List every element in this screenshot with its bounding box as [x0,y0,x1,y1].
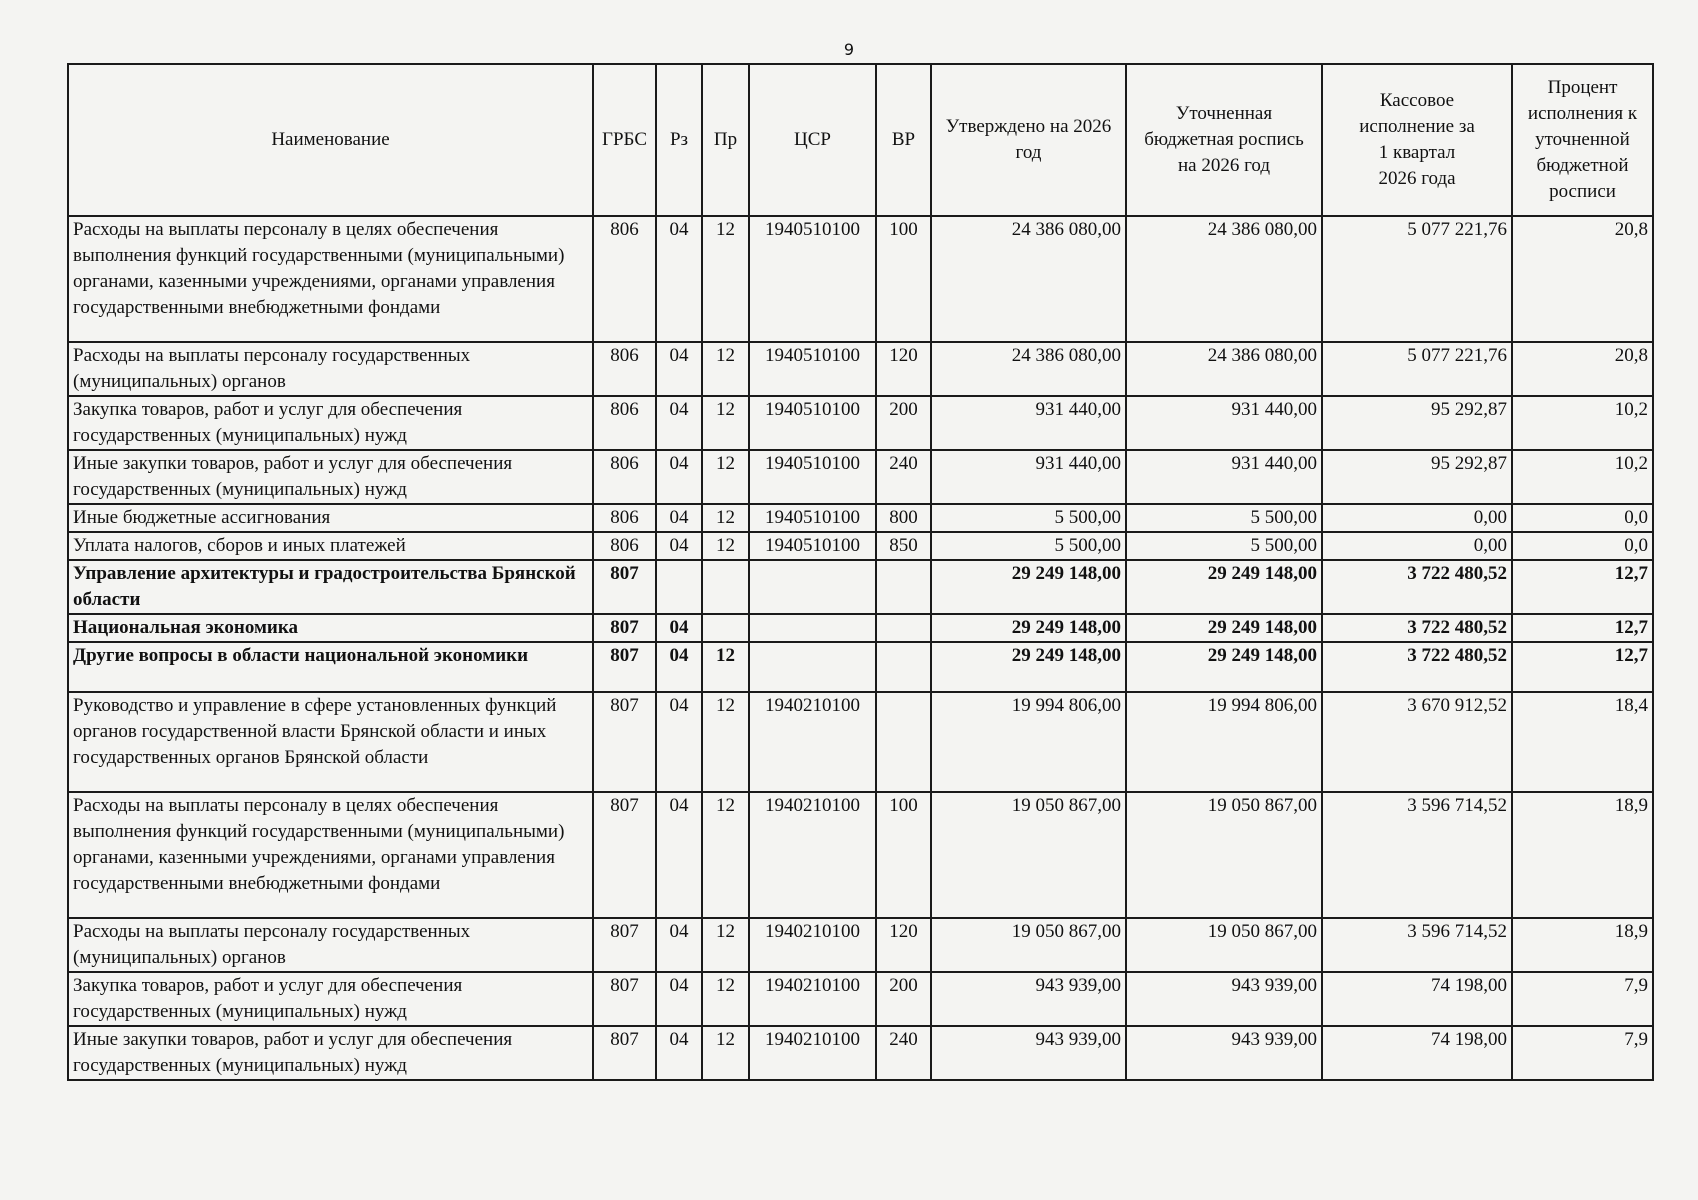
page-number: 9 [843,40,855,59]
header-rz: Рз [656,64,702,216]
cell-csr [749,614,876,642]
cell-pr: 12 [702,216,749,342]
cell-name: Руководство и управление в сфере установленных функций органов государственной власти Брянской области и иных государственных органов Брянской области [68,692,593,792]
cell-cash: 5 077 221,76 [1322,342,1512,396]
cell-name: Закупка товаров, работ и услуг для обеспечения государственных (муниципальных) нужд [68,396,593,450]
cell-csr: 1940210100 [749,918,876,972]
cell-rz: 04 [656,1026,702,1080]
budget-execution-table [67,63,1654,1081]
cell-vr: 200 [876,972,931,1026]
cell-approved: 943 939,00 [931,1026,1126,1080]
cell-refined: 5 500,00 [1126,532,1322,560]
header-approved: Утверждено на 2026 год [931,64,1126,216]
cell-name: Расходы на выплаты персоналу в целях обеспечения выполнения функций государственными (муниципальными) органами, казенными учреждениями, органами управления государственными внебюджетными фондами [68,216,593,342]
cell-csr: 1940210100 [749,692,876,792]
cell-name: Управление архитектуры и градостроительства Брянской области [68,560,593,614]
cell-refined: 19 050 867,00 [1126,918,1322,972]
cell-cash: 3 722 480,52 [1322,642,1512,692]
cell-approved: 29 249 148,00 [931,560,1126,614]
cell-cash: 0,00 [1322,532,1512,560]
cell-approved: 931 440,00 [931,450,1126,504]
cell-approved: 29 249 148,00 [931,642,1126,692]
cell-vr [876,692,931,792]
cell-cash: 3 722 480,52 [1322,560,1512,614]
cell-approved: 5 500,00 [931,504,1126,532]
cell-refined: 943 939,00 [1126,1026,1322,1080]
cell-rz: 04 [656,532,702,560]
header-cash: Кассовое исполнение за 1 квартал 2026 года [1322,64,1512,216]
cell-vr: 120 [876,342,931,396]
cell-grbs: 807 [593,642,656,692]
cell-grbs: 806 [593,216,656,342]
cell-pr: 12 [702,972,749,1026]
cell-rz [656,560,702,614]
cell-refined: 29 249 148,00 [1126,560,1322,614]
cell-percent: 7,9 [1512,972,1653,1026]
cell-refined: 931 440,00 [1126,396,1322,450]
cell-cash: 3 596 714,52 [1322,792,1512,918]
cell-pr: 12 [702,692,749,792]
table-row [68,396,1653,450]
table-header-row [68,64,1653,216]
cell-percent: 10,2 [1512,450,1653,504]
cell-vr: 240 [876,450,931,504]
cell-percent: 12,7 [1512,614,1653,642]
cell-percent: 18,9 [1512,792,1653,918]
cell-name: Иные бюджетные ассигнования [68,504,593,532]
table-row [68,918,1653,972]
cell-vr: 240 [876,1026,931,1080]
cell-csr: 1940210100 [749,1026,876,1080]
cell-percent: 12,7 [1512,560,1653,614]
cell-vr: 120 [876,918,931,972]
cell-cash: 74 198,00 [1322,972,1512,1026]
cell-name: Иные закупки товаров, работ и услуг для обеспечения государственных (муниципальных) нужд [68,1026,593,1080]
cell-vr: 800 [876,504,931,532]
cell-vr: 100 [876,792,931,918]
cell-approved: 24 386 080,00 [931,342,1126,396]
cell-csr: 1940210100 [749,972,876,1026]
table-row [68,216,1653,342]
table-row [68,532,1653,560]
cell-approved: 19 050 867,00 [931,792,1126,918]
cell-pr [702,614,749,642]
cell-approved: 5 500,00 [931,532,1126,560]
cell-refined: 19 994 806,00 [1126,692,1322,792]
table-row [68,560,1653,614]
table-row [68,342,1653,396]
cell-percent: 20,8 [1512,342,1653,396]
cell-refined: 943 939,00 [1126,972,1322,1026]
cell-rz: 04 [656,792,702,918]
cell-approved: 24 386 080,00 [931,216,1126,342]
cell-csr: 1940510100 [749,396,876,450]
header-grbs: ГРБС [593,64,656,216]
cell-rz: 04 [656,450,702,504]
cell-pr: 12 [702,1026,749,1080]
cell-pr: 12 [702,342,749,396]
cell-grbs: 807 [593,792,656,918]
cell-rz: 04 [656,614,702,642]
cell-refined: 931 440,00 [1126,450,1322,504]
cell-grbs: 807 [593,918,656,972]
table-row [68,792,1653,918]
header-pr: Пр [702,64,749,216]
table-row [68,692,1653,792]
cell-rz: 04 [656,972,702,1026]
cell-refined: 24 386 080,00 [1126,216,1322,342]
cell-pr [702,560,749,614]
cell-refined: 29 249 148,00 [1126,614,1322,642]
cell-approved: 19 994 806,00 [931,692,1126,792]
cell-percent: 20,8 [1512,216,1653,342]
cell-name: Расходы на выплаты персоналу государственных (муниципальных) органов [68,342,593,396]
cell-refined: 5 500,00 [1126,504,1322,532]
cell-grbs: 806 [593,450,656,504]
cell-rz: 04 [656,342,702,396]
table-row [68,450,1653,504]
cell-cash: 74 198,00 [1322,1026,1512,1080]
table-row [68,1026,1653,1080]
cell-rz: 04 [656,504,702,532]
cell-csr: 1940510100 [749,532,876,560]
cell-approved: 29 249 148,00 [931,614,1126,642]
header-percent: Процент исполнения к уточненной бюджетной росписи [1512,64,1653,216]
cell-approved: 931 440,00 [931,396,1126,450]
cell-grbs: 806 [593,342,656,396]
cell-pr: 12 [702,532,749,560]
cell-rz: 04 [656,692,702,792]
cell-grbs: 807 [593,972,656,1026]
cell-percent: 0,0 [1512,504,1653,532]
cell-vr: 850 [876,532,931,560]
cell-percent: 0,0 [1512,532,1653,560]
cell-cash: 95 292,87 [1322,450,1512,504]
cell-name: Расходы на выплаты персоналу в целях обеспечения выполнения функций государственными (муниципальными) органами, казенными учреждениями, органами управления государственными внебюджетными фондами [68,792,593,918]
cell-csr: 1940510100 [749,216,876,342]
cell-grbs: 807 [593,560,656,614]
cell-pr: 12 [702,450,749,504]
cell-approved: 19 050 867,00 [931,918,1126,972]
cell-name: Иные закупки товаров, работ и услуг для обеспечения государственных (муниципальных) нужд [68,450,593,504]
cell-refined: 19 050 867,00 [1126,792,1322,918]
cell-grbs: 806 [593,504,656,532]
cell-csr: 1940510100 [749,504,876,532]
table-row [68,504,1653,532]
header-refined: Уточненная бюджетная роспись на 2026 год [1126,64,1322,216]
cell-rz: 04 [656,642,702,692]
cell-cash: 3 670 912,52 [1322,692,1512,792]
cell-csr: 1940510100 [749,450,876,504]
cell-name: Уплата налогов, сборов и иных платежей [68,532,593,560]
header-vr: ВР [876,64,931,216]
table-row [68,972,1653,1026]
cell-pr: 12 [702,642,749,692]
cell-percent: 7,9 [1512,1026,1653,1080]
cell-csr [749,642,876,692]
cell-vr [876,642,931,692]
cell-pr: 12 [702,504,749,532]
table-row [68,614,1653,642]
cell-vr [876,614,931,642]
cell-cash: 3 722 480,52 [1322,614,1512,642]
table-row [68,642,1653,692]
cell-percent: 18,9 [1512,918,1653,972]
header-csr: ЦСР [749,64,876,216]
cell-pr: 12 [702,918,749,972]
cell-name: Расходы на выплаты персоналу государственных (муниципальных) органов [68,918,593,972]
cell-cash: 5 077 221,76 [1322,216,1512,342]
cell-csr [749,560,876,614]
cell-vr: 100 [876,216,931,342]
header-name: Наименование [68,64,593,216]
cell-grbs: 806 [593,532,656,560]
cell-name: Национальная экономика [68,614,593,642]
cell-csr: 1940210100 [749,792,876,918]
cell-name: Другие вопросы в области национальной экономики [68,642,593,692]
cell-percent: 12,7 [1512,642,1653,692]
cell-rz: 04 [656,396,702,450]
cell-grbs: 807 [593,1026,656,1080]
cell-cash: 0,00 [1322,504,1512,532]
cell-refined: 29 249 148,00 [1126,642,1322,692]
cell-cash: 95 292,87 [1322,396,1512,450]
cell-refined: 24 386 080,00 [1126,342,1322,396]
cell-grbs: 807 [593,692,656,792]
cell-rz: 04 [656,918,702,972]
cell-vr [876,560,931,614]
cell-pr: 12 [702,792,749,918]
cell-rz: 04 [656,216,702,342]
cell-csr: 1940510100 [749,342,876,396]
cell-name: Закупка товаров, работ и услуг для обеспечения государственных (муниципальных) нужд [68,972,593,1026]
table-body [68,216,1653,1080]
cell-cash: 3 596 714,52 [1322,918,1512,972]
cell-grbs: 807 [593,614,656,642]
cell-percent: 18,4 [1512,692,1653,792]
cell-vr: 200 [876,396,931,450]
cell-grbs: 806 [593,396,656,450]
cell-pr: 12 [702,396,749,450]
cell-approved: 943 939,00 [931,972,1126,1026]
cell-percent: 10,2 [1512,396,1653,450]
